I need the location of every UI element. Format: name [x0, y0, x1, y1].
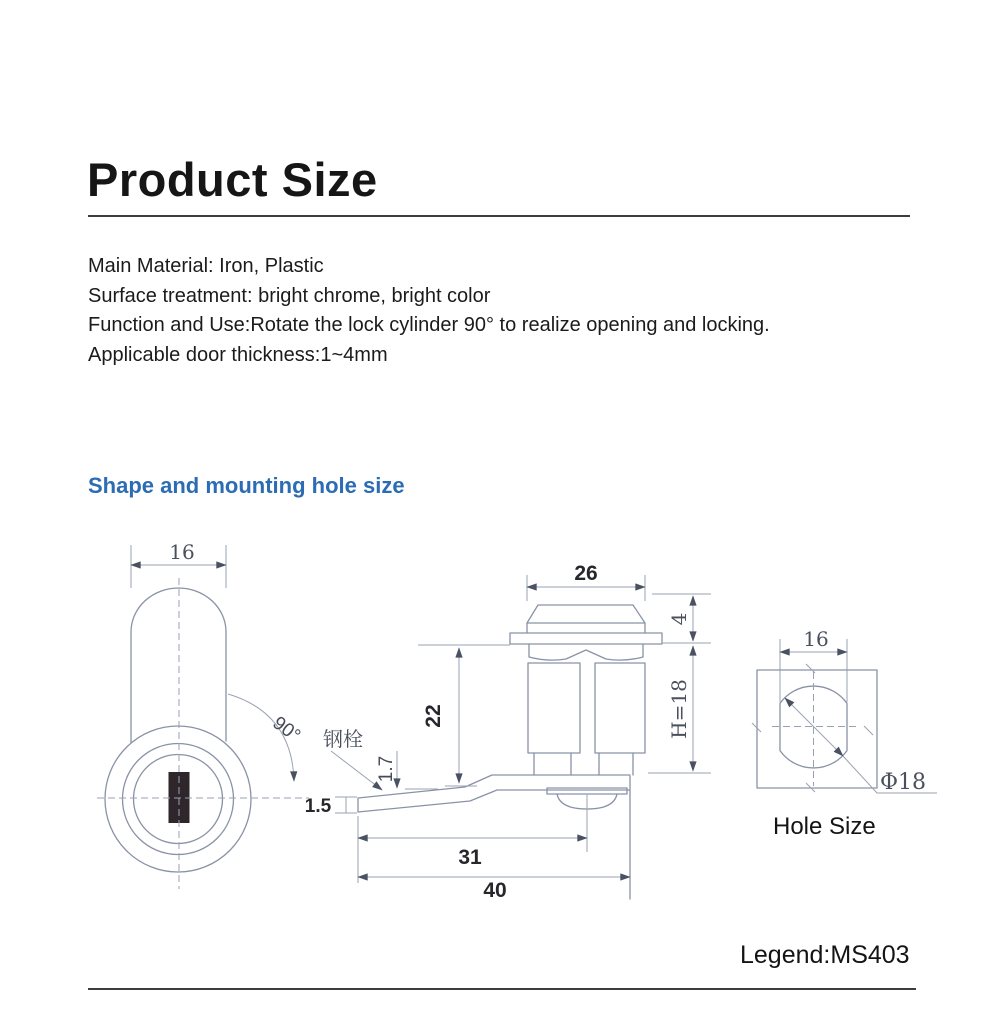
dim-label-head-height: 4 [667, 612, 691, 626]
dim-label-head-width: 26 [574, 562, 598, 585]
mounting-hole-view [752, 627, 937, 795]
dim-label-tip-thickness: 1.5 [304, 796, 332, 817]
barrel-core-lines [534, 753, 633, 775]
bottom-divider [88, 988, 916, 990]
side-view-body [305, 562, 711, 902]
legend-model-number: Legend:MS403 [740, 941, 910, 969]
dim-label-plate-thickness: 1.7 [376, 755, 397, 783]
thread-right [595, 663, 645, 753]
spec-function: Function and Use:Rotate the lock cylinder 90° to realize opening and locking. [88, 314, 770, 336]
steel-bolt-label: 钢栓 [323, 727, 363, 751]
dim-label-total-length: 40 [483, 879, 507, 902]
dim-label-hole-width: 16 [803, 627, 829, 651]
washer [547, 788, 627, 794]
panel-outline [757, 670, 877, 788]
spec-door-thickness: Applicable door thickness:1~4mm [88, 343, 388, 366]
dim-label-rotation: 90° [268, 712, 305, 747]
hole-centerlines [772, 672, 856, 786]
lock-head [527, 605, 645, 633]
spec-material: Main Material: Iron, Plastic [88, 255, 324, 277]
tip-thickness-bracket [335, 797, 357, 813]
dim-label-cam-length: 31 [458, 846, 482, 869]
panel-break-marks [752, 664, 873, 792]
page-title: Product Size [87, 153, 378, 206]
steel-bolt-leader [331, 751, 382, 790]
dim-label-thread-length: H=18 [667, 679, 691, 739]
hole-size-caption: Hole Size [773, 813, 876, 840]
section-heading: Shape and mounting hole size [88, 473, 405, 498]
side-view-cylinder [97, 540, 309, 889]
dim-label-cylinder-width: 16 [169, 540, 195, 564]
dim-label-hole-diameter: Φ18 [879, 770, 927, 795]
flange [510, 633, 662, 644]
dim-label-body-length: 22 [422, 704, 445, 728]
neck [529, 644, 643, 660]
spec-surface: Surface treatment: bright chrome, bright color [88, 284, 491, 307]
thread-left [528, 663, 580, 753]
